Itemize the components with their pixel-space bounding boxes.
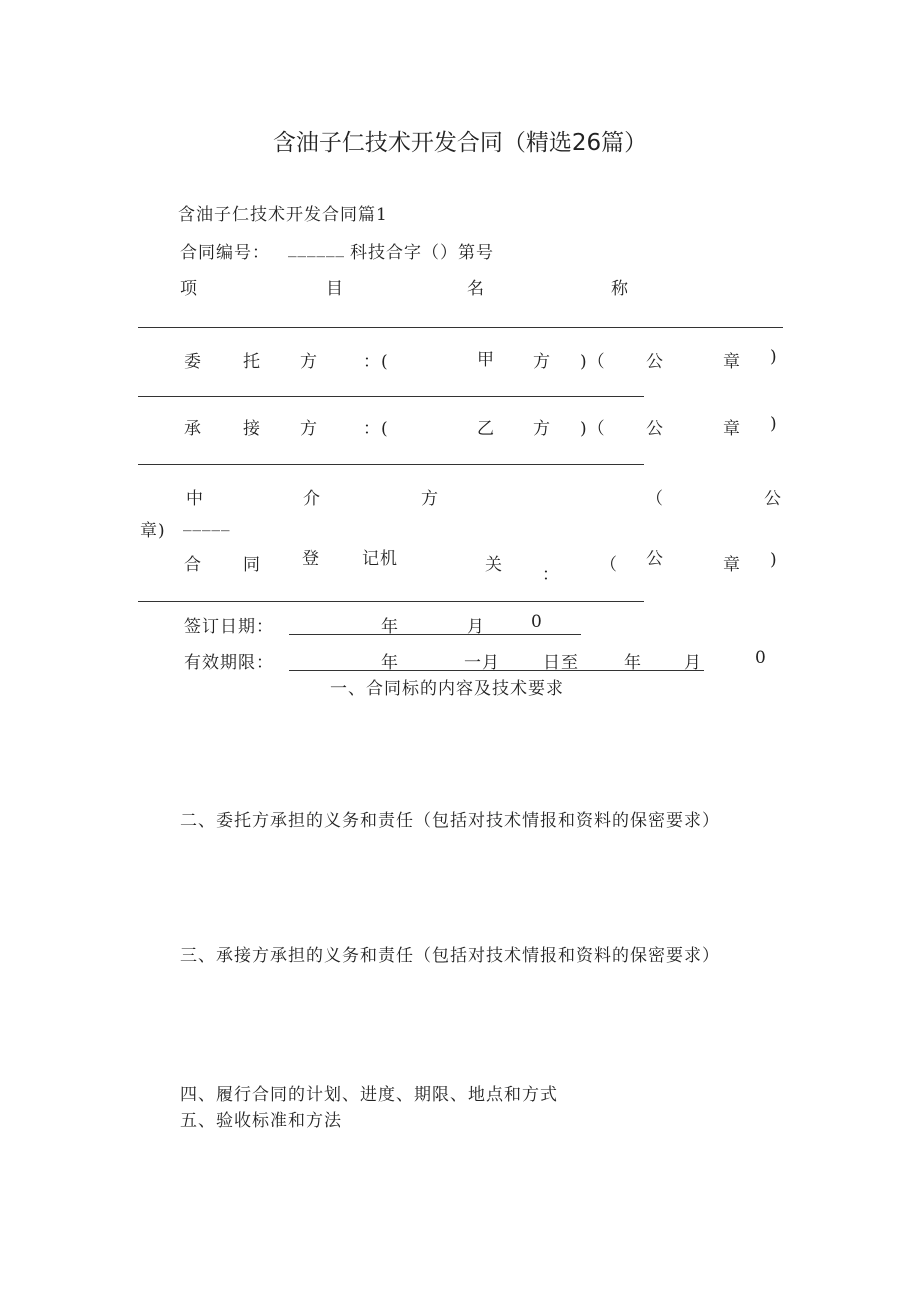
client-seal-char: 公 — [646, 352, 664, 372]
project-name-char: 目 — [326, 279, 344, 299]
contractor-party-char: 乙 — [477, 419, 495, 439]
contract-number-suffix: 科技合字（）第号 — [350, 243, 494, 263]
validity-underline — [289, 670, 704, 671]
validity-month-to: 月 — [684, 653, 702, 673]
intermediary-label-char: 方 — [421, 489, 439, 509]
validity-day-end: 0 — [755, 648, 767, 668]
client-paren-mid: )（ — [580, 352, 606, 372]
registry-paren-open: （ — [600, 555, 618, 575]
intermediary-paren-open: （ — [646, 489, 664, 509]
contractor-seal-char: 章 — [723, 419, 741, 439]
registry-colon: ： — [542, 565, 560, 585]
registry-label-char: 合 — [184, 555, 202, 575]
registry-seal-char: 章 — [723, 555, 741, 575]
client-seal-paren: ) — [770, 347, 778, 367]
validity-day-to: 日至 — [543, 653, 579, 673]
intermediary-label-char: 中 — [186, 489, 204, 509]
article-heading: 含油子仁技术开发合同篇1 — [178, 205, 388, 225]
validity-month-from: 一月 — [464, 653, 500, 673]
registry-seal-char: 公 — [646, 549, 664, 569]
client-seal-char: 章 — [723, 352, 741, 372]
contract-number-label: 合同编号： — [180, 243, 270, 263]
intermediary-blank: _____ — [183, 512, 231, 532]
client-party-char: 甲 — [477, 350, 495, 370]
validity-label: 有效期限： — [184, 653, 274, 673]
sign-date-label: 签订日期： — [184, 617, 274, 637]
client-party-char: 方 — [533, 352, 551, 372]
project-name-char: 项 — [180, 279, 198, 299]
registry-seal-paren: ) — [770, 550, 778, 570]
client-label-char: 托 — [243, 352, 261, 372]
contractor-party-char: 方 — [533, 419, 551, 439]
project-name-underline — [138, 327, 783, 328]
contractor-seal-char: 公 — [646, 419, 664, 439]
client-colon-paren: ：( — [363, 352, 389, 372]
registry-underline — [138, 601, 644, 602]
section-heading-2: 二、委托方承担的义务和责任（包括对技术情报和资料的保密要求） — [180, 811, 720, 831]
contractor-label-char: 承 — [184, 419, 202, 439]
registry-label-char: 登 — [302, 549, 320, 569]
intermediary-seal-end: 章) — [140, 521, 166, 541]
validity-year-to: 年 — [624, 653, 642, 673]
registry-label-char: 记机 — [362, 549, 398, 569]
contractor-underline — [138, 464, 644, 465]
contractor-label-char: 方 — [300, 419, 318, 439]
client-label-char: 方 — [300, 352, 318, 372]
section-heading-4: 四、履行合同的计划、进度、期限、地点和方式 — [180, 1085, 558, 1105]
section-heading-3: 三、承接方承担的义务和责任（包括对技术情报和资料的保密要求） — [180, 946, 720, 966]
registry-label-char: 关 — [485, 555, 503, 575]
document-title: 含油子仁技术开发合同（精选26篇） — [272, 130, 648, 156]
contract-number-blank: ______ — [288, 238, 345, 258]
project-name-char: 称 — [611, 279, 629, 299]
intermediary-seal-start: 公 — [764, 489, 782, 509]
contractor-paren-mid: )（ — [580, 419, 606, 439]
contractor-label-char: 接 — [243, 419, 261, 439]
section-heading-5: 五、验收标准和方法 — [180, 1111, 342, 1131]
sign-date-underline — [289, 634, 581, 635]
client-underline — [138, 396, 644, 397]
validity-year: 年 — [381, 653, 399, 673]
section-heading-1: 一、合同标的内容及技术要求 — [330, 679, 564, 699]
project-name-char: 名 — [467, 279, 485, 299]
intermediary-label-char: 介 — [303, 489, 321, 509]
contractor-seal-paren: ) — [770, 414, 778, 434]
contractor-colon-paren: ：( — [363, 419, 389, 439]
sign-date-month: 月 — [467, 617, 485, 637]
sign-date-day: 0 — [531, 612, 543, 632]
client-label-char: 委 — [184, 352, 202, 372]
registry-label-char: 同 — [243, 555, 261, 575]
sign-date-year: 年 — [381, 617, 399, 637]
